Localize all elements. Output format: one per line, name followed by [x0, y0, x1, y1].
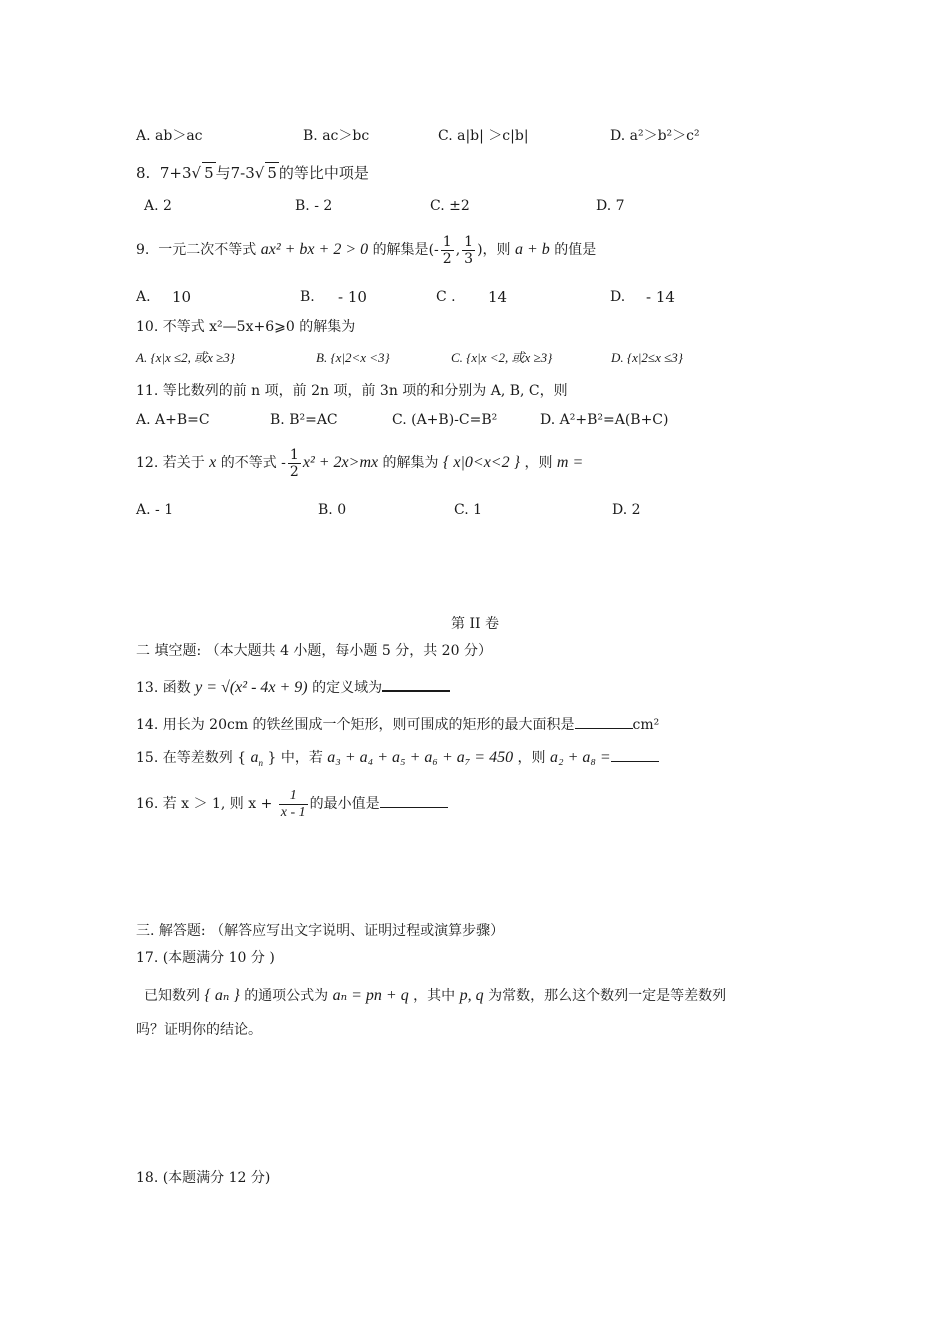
q9-option-d-label: D.	[610, 289, 626, 305]
q11-stem: 11. 等比数列的前 n 项，前 2n 项，前 3n 项的和分别为 A, B, C，则	[136, 383, 568, 399]
q12-option-d: D. 2	[612, 502, 641, 518]
q17-text-b: 的通项公式为	[244, 988, 329, 1004]
q17-formula: aₙ = pn + q	[332, 987, 409, 1004]
q9-text-a: 一元二次不等式	[158, 242, 257, 258]
q7-option-b: B. ac＞bc	[303, 128, 370, 144]
q17-line-1	[144, 982, 726, 1010]
q15-answer-blank[interactable]	[611, 747, 659, 762]
q9-option-b-value: - 10	[338, 288, 367, 306]
q17-constants: p, q	[459, 987, 484, 1004]
q12-stem	[136, 441, 583, 485]
q12-fraction	[288, 447, 301, 480]
q9-frac1-den: 2	[442, 250, 452, 267]
q9-option-d-value: - 14	[646, 288, 675, 306]
q13-text: 13. 函数	[136, 680, 191, 696]
q9-option-c-value: 14	[488, 288, 508, 306]
q9-sum: a + b	[514, 241, 550, 258]
q8-option-d: D. 7	[596, 198, 625, 214]
sqrt-icon: √	[254, 164, 265, 182]
q7-option-c: C. a|b| ＞c|b|	[438, 128, 529, 144]
q13-function: y = √(x² - 4x + 9)	[195, 679, 308, 696]
q12-frac-den: 2	[289, 463, 299, 480]
q9-option-b-label: B.	[300, 289, 315, 305]
q8-number: 8.	[136, 164, 151, 182]
q15-text-b: } 中，若	[267, 750, 323, 766]
q12-frac-num: 1	[289, 446, 299, 463]
q12-m-equals: m =	[556, 454, 584, 471]
q9-text-c: ，则	[482, 242, 511, 258]
q9-text-d: 的值是	[554, 242, 597, 258]
q14-answer-blank[interactable]	[575, 714, 633, 729]
q8-radicand-1: 5	[204, 164, 214, 182]
q16-answer-blank[interactable]	[380, 793, 448, 808]
q10-option-b: B. {x|2<x <3}	[316, 350, 390, 365]
q9-inequality: ax² + bx + 2 > 0	[260, 241, 369, 258]
q11-option-d: D. A²+B²=A(B+C)	[540, 412, 669, 428]
q16-text-a: 16. 若 x ＞ 1, 则 x +	[136, 796, 273, 812]
q12-text-c: 的解集为	[382, 455, 439, 471]
q16-frac-den: x - 1	[280, 804, 306, 820]
q14-text: 14. 用长为 20cm 的铁丝围成一个矩形，则可围成的矩形的最大面积是	[136, 717, 575, 733]
q8-stem	[136, 162, 369, 183]
q10-option-c: C. {x|x <2, 或x ≥3}	[451, 350, 553, 365]
q13-suffix: 的定义域为	[312, 680, 383, 696]
q9-fraction-2	[462, 234, 475, 267]
q8-stem-c: 与7-3	[215, 164, 255, 182]
q9-text-b: 的解集是	[372, 242, 429, 258]
q13-stem	[136, 674, 450, 702]
q12-solution-set: { x|0<x<2 }	[443, 454, 520, 471]
q17-title: 17. (本题满分 10 分 )	[136, 950, 275, 966]
q16-frac-num: 1	[279, 788, 308, 805]
q15-target: a₂ + a₈ =	[550, 749, 611, 766]
q8-stem-a: 7+3	[159, 164, 192, 182]
q11-option-c: C. (A+B)-C=B²	[392, 412, 498, 428]
q9-frac1-num: 1	[442, 233, 452, 250]
q17-text-c: ，其中	[413, 988, 456, 1004]
q8-option-a: A. 2	[144, 198, 172, 214]
q12-text-b: 的不等式 -	[220, 455, 286, 471]
q8-option-c: C. ±2	[430, 198, 470, 214]
q12-text-d: ，则	[524, 455, 553, 471]
q15-text-c: ，则	[517, 750, 546, 766]
q10-option-a: A. {x|x ≤2, 或x ≥3}	[136, 350, 235, 365]
q9-frac2-num: 1	[464, 233, 474, 250]
q16-stem	[136, 782, 448, 826]
q7-option-d: D. a²＞b²＞c²	[610, 128, 700, 144]
q17-text-a: 已知数列	[144, 988, 200, 1004]
q12-option-a: A. - 1	[136, 502, 174, 518]
q9-option-c-label: C .	[436, 289, 456, 305]
section-3-heading: 三. 解答题: （解答应写出文字说明、证明过程或演算步骤）	[136, 923, 505, 939]
q14-stem	[136, 714, 659, 735]
q17-sequence: { aₙ }	[204, 987, 240, 1004]
q9-fraction-1	[441, 234, 454, 267]
section-2-title: 第 II 卷	[451, 616, 499, 632]
q10-option-d: D. {x|2≤x ≤3}	[611, 350, 683, 365]
q16-fraction	[279, 788, 308, 821]
q10-stem: 10. 不等式 x²—5x+6⩾0 的解集为	[136, 319, 356, 335]
q9-frac2-den: 3	[464, 250, 474, 267]
q15-condition: a₃ + a₄ + a₅ + a₆ + a₇ = 450	[327, 749, 514, 766]
q9-number: 9.	[136, 242, 150, 258]
q9-stem: 9. 一元二次不等式 ax² + bx + 2 > 0 的解集是(- $\frac{1}{2}$ , $\frac{1}{3}$ )，则 a + b 的值是	[136, 233, 597, 267]
q16-text-b: 的最小值是	[309, 796, 380, 812]
q11-option-a: A. A+B=C	[136, 412, 210, 428]
q8-stem-e: 的等比中项是	[278, 164, 369, 182]
q15-text-a: 15. 在等差数列 {	[136, 750, 247, 766]
q18-title: 18. (本题满分 12 分)	[136, 1170, 271, 1186]
q15-sequence-name: a	[250, 749, 259, 766]
q12-option-c: C. 1	[454, 502, 483, 518]
q15-stem: 15. 在等差数列 { $a_n$ } 中，若 a₃ + a₄ + a₅ + a₆ + a₇ = 450 ，则 a₂ + a₈ =	[136, 744, 659, 772]
q7-option-a: A. ab＞ac	[136, 128, 203, 144]
section-2-heading: 二 填空题: （本大题共 4 小题，每小题 5 分，共 20 分）	[136, 643, 492, 659]
q17-text-d: 为常数，那么这个数列一定是等差数列	[488, 988, 727, 1004]
q9-option-a-label: A.	[136, 289, 151, 305]
q12-option-b: B. 0	[318, 502, 347, 518]
q17-line-2: 吗？证明你的结论。	[136, 1022, 262, 1038]
q12-text-a: 12. 若关于	[136, 455, 205, 471]
q13-answer-blank[interactable]	[382, 676, 450, 692]
q8-radicand-2: 5	[267, 164, 277, 182]
q12-variable: x	[209, 454, 217, 471]
q14-unit: cm²	[632, 717, 660, 733]
sqrt-icon: √	[191, 164, 202, 182]
q11-option-b: B. B²=AC	[270, 412, 338, 428]
q8-option-b: B. - 2	[295, 198, 333, 214]
q12-inequality: x² + 2x>mx	[302, 454, 379, 471]
q9-option-a-value: 10	[172, 288, 192, 306]
